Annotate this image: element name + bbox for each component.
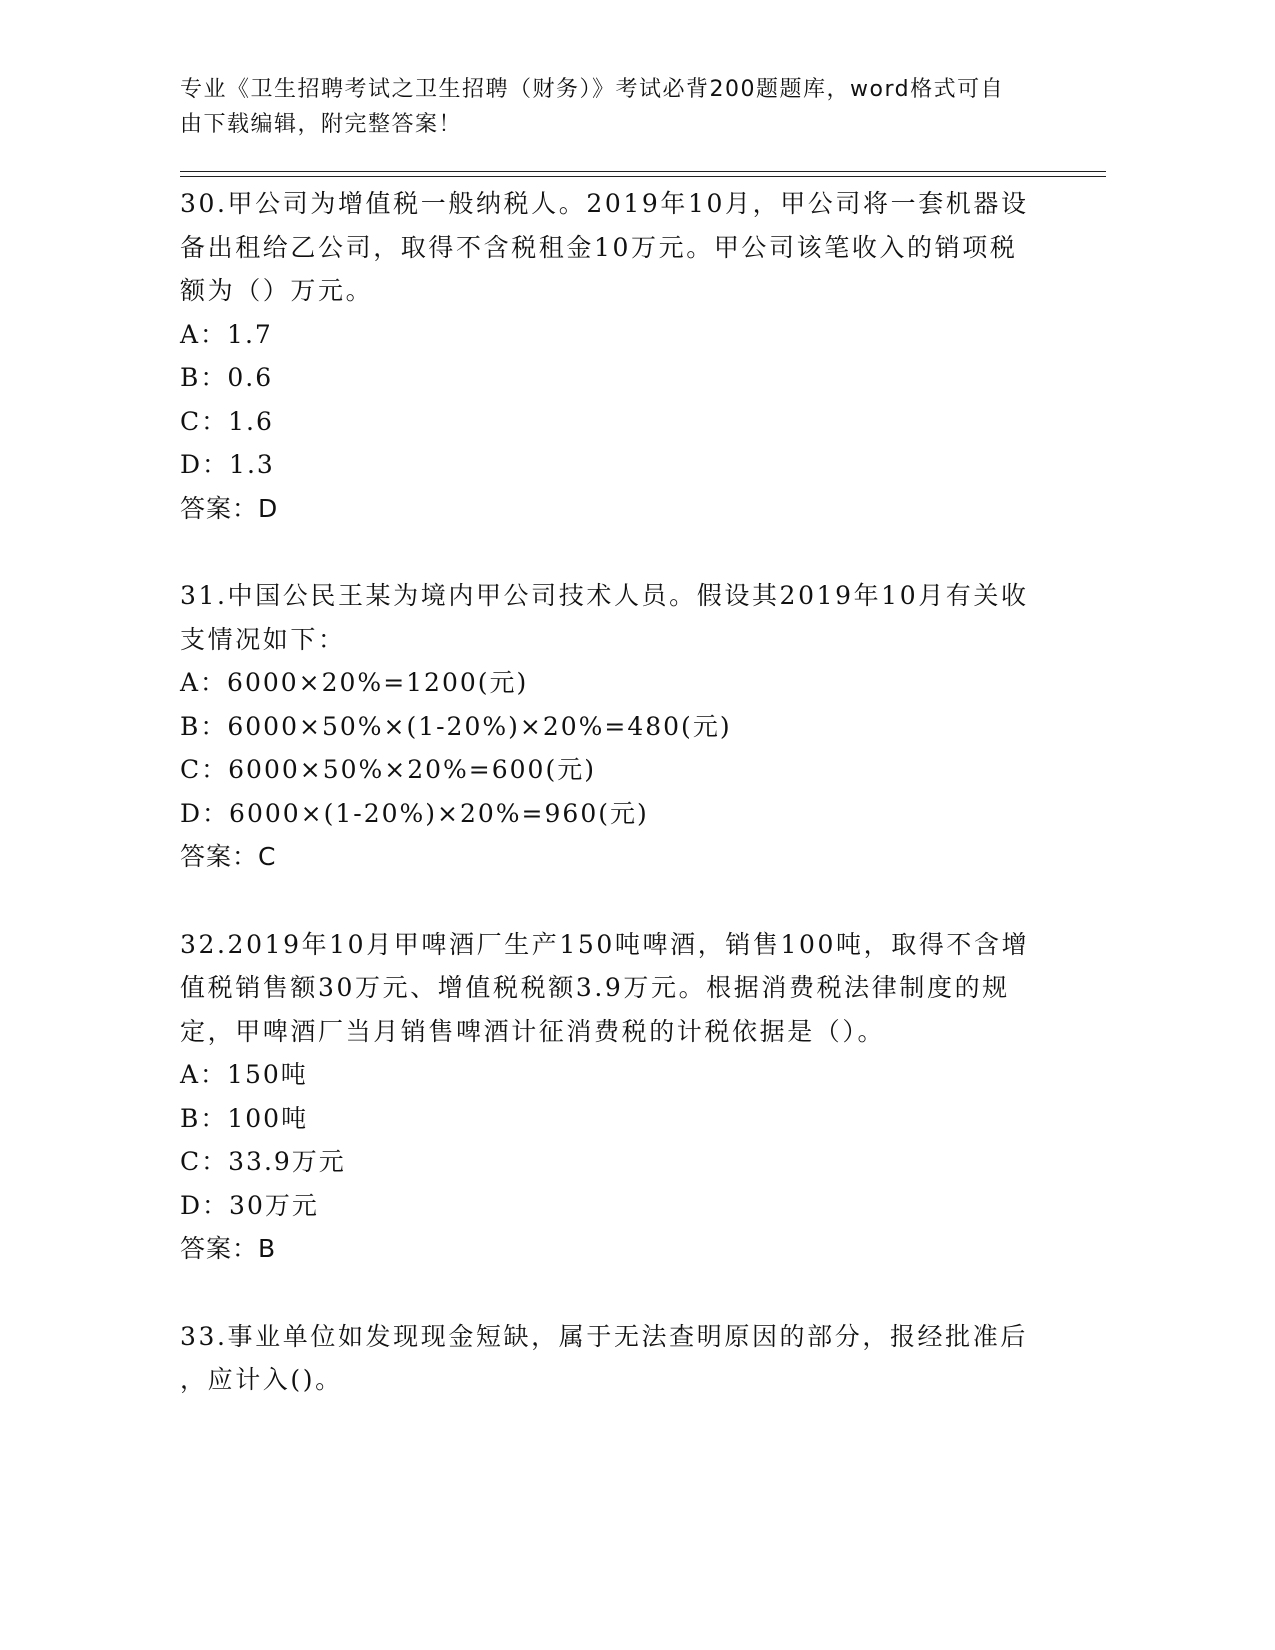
option-d: D：30万元: [180, 1190, 319, 1220]
answer: 答案：C: [180, 842, 277, 871]
answer: 答案：D: [180, 493, 279, 523]
option-d: D：1.3: [180, 450, 275, 479]
question-list: [180, 182, 1040, 1446]
answer: 答案：B: [180, 1234, 277, 1263]
question-30: [180, 182, 1040, 530]
question-32: [180, 923, 1040, 1271]
question-text-line: 值税销售额30万元、增值税税额3.9万元。根据消费税法律制度的规: [180, 973, 1010, 1002]
question-text-line: 备出租给乙公司，取得不含税租金10万元。甲公司该笔收入的销项税: [180, 232, 1018, 262]
question-33: [180, 1315, 1040, 1402]
option-c: C：6000×50%×20%=600(元): [180, 755, 596, 784]
option-b: B：0.6: [180, 363, 274, 392]
question-text-line: 额为（）万元。: [180, 276, 374, 305]
question-text-line: 33.事业单位如发现现金短缺，属于无法查明原因的部分，报经批准后: [180, 1321, 1028, 1351]
header-line-2: 由下载编辑，附完整答案！: [180, 112, 463, 137]
document-header: [180, 72, 1040, 142]
question-31: [180, 574, 1040, 879]
header-line-1: 专业《卫生招聘考试之卫生招聘（财务）》考试必背200题题库，word格式可自: [180, 77, 1005, 102]
option-b: B：100吨: [180, 1103, 309, 1133]
option-b: B：6000×50%×(1-20%)×20%=480(元): [180, 711, 732, 741]
question-text-line: 支情况如下：: [180, 624, 346, 654]
question-text-line: 30.甲公司为增值税一般纳税人。2019年10月，甲公司将一套机器设: [180, 189, 1029, 218]
header-divider-top: [180, 171, 1106, 172]
header-divider-bottom: [180, 176, 1106, 177]
option-a: A：1.7: [180, 319, 273, 349]
option-a: A：6000×20%=1200(元): [180, 668, 529, 697]
option-c: C：33.9万元: [180, 1147, 346, 1176]
question-text-line: 32.2019年10月甲啤酒厂生产150吨啤酒，销售100吨，取得不含增: [180, 929, 1030, 959]
option-c: C：1.6: [180, 406, 274, 436]
option-a: A：150吨: [180, 1060, 308, 1089]
question-text-line: ，应计入()。: [180, 1365, 343, 1394]
question-text-line: 定，甲啤酒厂当月销售啤酒计征消费税的计税依据是（）。: [180, 1016, 886, 1046]
question-text-line: 31.中国公民王某为境内甲公司技术人员。假设其2019年10月有关收: [180, 581, 1029, 610]
option-d: D：6000×(1-20%)×20%=960(元): [180, 798, 649, 828]
